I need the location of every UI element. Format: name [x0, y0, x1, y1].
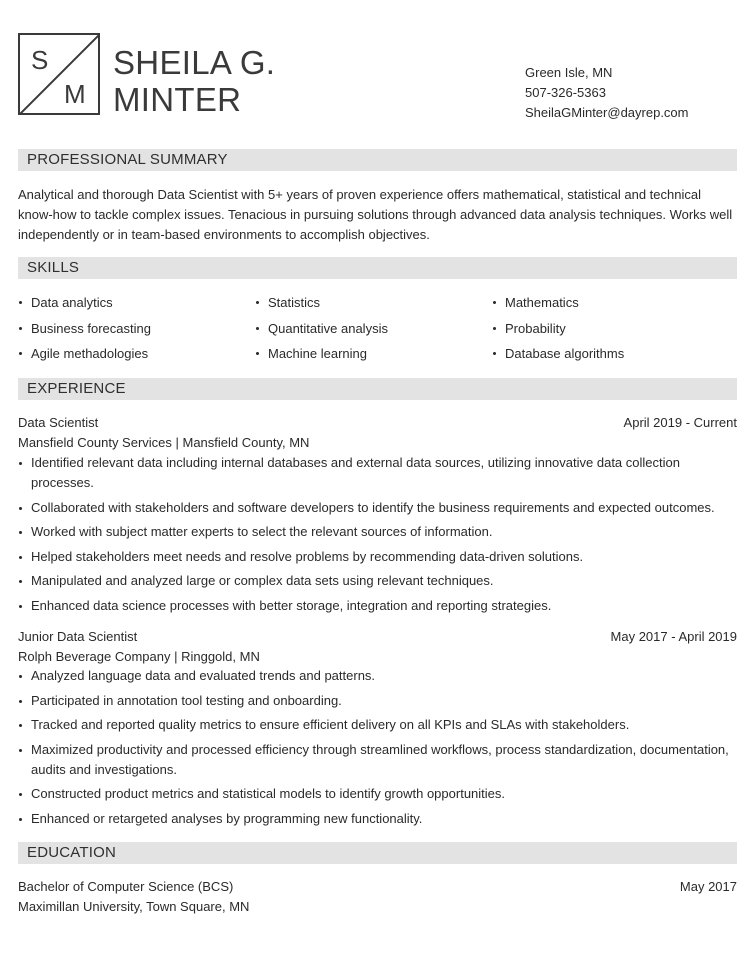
job-bullet: Manipulated and analyzed large or complex data sets using relevant techniques.	[18, 571, 730, 591]
job-bullets	[18, 666, 730, 833]
skill-item: Agile methadologies	[31, 346, 149, 361]
job-bullet: Collaborated with stakeholders and software developers to identify the business requirements and expected outcomes.	[18, 498, 730, 518]
job-bullet: Constructed product metrics and statistical models to identify growth opportunities.	[18, 784, 730, 804]
contact-email[interactable]: SheilaGMinter@dayrep.com	[525, 105, 689, 120]
job-bullet: Maximized productivity and processed efficiency through streamlined workflows, process standardization, documentation, audits and investigations.	[18, 740, 730, 780]
education-degree: Bachelor of Computer Science (BCS)	[18, 879, 234, 894]
job-bullet: Worked with subject matter experts to select the relevant sources of information.	[18, 522, 730, 542]
candidate-name	[113, 44, 275, 118]
job-title: Junior Data Scientist	[18, 629, 138, 644]
education-school: Maximillan University, Town Square, MN	[18, 899, 250, 914]
bullet-icon	[19, 327, 22, 330]
job-bullet: Helped stakeholders meet needs and resolve problems by recommending data-driven solutions.	[18, 547, 730, 567]
job-bullet: Identified relevant data including internal databases and external data sources, utilizing innovative data collection processes.	[18, 453, 730, 493]
bullet-icon	[19, 301, 22, 304]
contact-location: Green Isle, MN	[525, 65, 613, 80]
job-bullet: Enhanced data science processes with better storage, integration and reporting strategies.	[18, 596, 730, 616]
bullet-icon	[493, 301, 496, 304]
job-bullet: Participated in annotation tool testing and onboarding.	[18, 691, 730, 711]
skill-item: Machine learning	[268, 346, 368, 361]
section-header-skills: SKILLS	[18, 257, 737, 279]
education-date: May 2017	[679, 879, 737, 894]
bullet-icon	[256, 352, 259, 355]
monogram-logo	[18, 33, 100, 115]
section-header-summary: PROFESSIONAL SUMMARY	[18, 149, 737, 171]
skill-item: Mathematics	[505, 295, 579, 310]
job-dates: April 2019 - Current	[623, 415, 737, 430]
bullet-icon	[256, 327, 259, 330]
skill-item: Business forecasting	[31, 321, 151, 336]
bullet-icon	[19, 352, 22, 355]
skill-item: Database algorithms	[505, 346, 625, 361]
job-dates: May 2017 - April 2019	[610, 629, 737, 644]
skill-item: Probability	[505, 321, 566, 336]
job-bullet: Enhanced or retargeted analyses by programming new functionality.	[18, 809, 730, 829]
summary-text: Analytical and thorough Data Scientist with 5+ years of proven experience offers mathematical, statistical and technical know-how to tackle complex issues. Tenacious in pursuing solutions through advanced data analysis techniques. Works well independently or in team-based environments to accomplish objectives.	[18, 187, 733, 242]
monogram-first-initial: S	[31, 45, 49, 75]
section-header-experience: EXPERIENCE	[18, 378, 737, 400]
job-title: Data Scientist	[18, 415, 99, 430]
monogram-last-initial: M	[64, 79, 86, 109]
contact-phone: 507-326-5363	[525, 85, 606, 100]
section-header-education: EDUCATION	[18, 842, 737, 864]
name-line-first: SHEILA G.	[113, 44, 276, 81]
job-bullets	[18, 453, 730, 620]
contact-info	[525, 63, 688, 123]
job-company: Mansfield County Services | Mansfield County, MN	[18, 435, 310, 450]
job-company: Rolph Beverage Company | Ringgold, MN	[18, 649, 260, 664]
skill-item: Quantitative analysis	[268, 321, 388, 336]
bullet-icon	[256, 301, 259, 304]
job-bullet: Tracked and reported quality metrics to ensure efficient delivery on all KPIs and SLAs with stakeholders.	[18, 715, 730, 735]
bullet-icon	[493, 327, 496, 330]
skill-item: Statistics	[268, 295, 321, 310]
bullet-icon	[493, 352, 496, 355]
skill-item: Data analytics	[31, 295, 113, 310]
job-bullet: Analyzed language data and evaluated trends and patterns.	[18, 666, 730, 686]
name-line-last: MINTER	[113, 81, 242, 118]
